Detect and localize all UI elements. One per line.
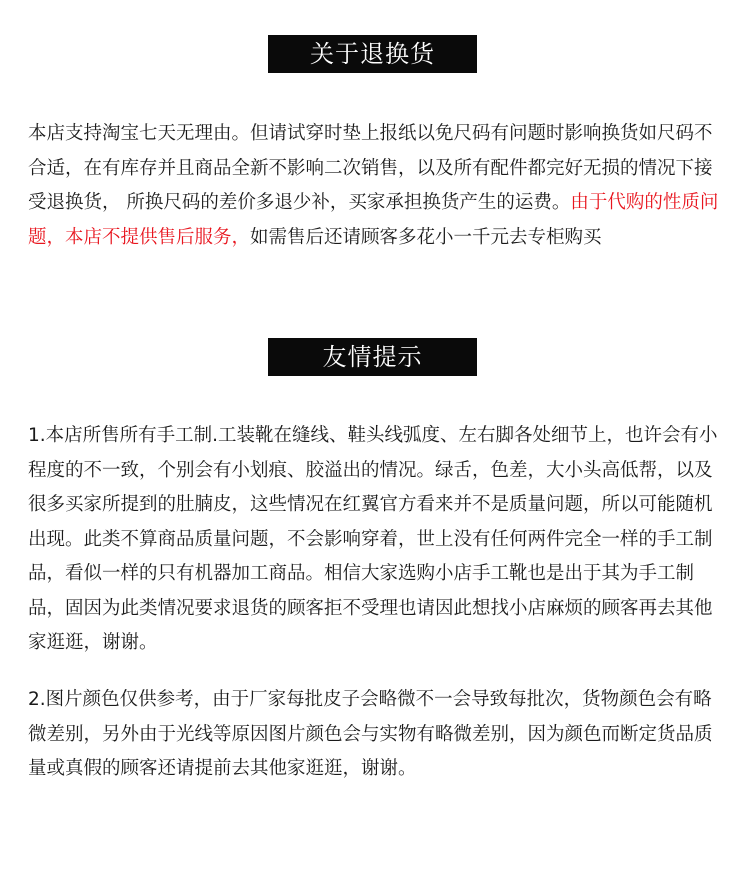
no-after-sales-notice: 由于代购的性质问题，本店不提供售后服务， xyxy=(28,192,719,248)
returns-policy-text-end: 如需售后还请顾客多花小一千元去专柜购买 xyxy=(250,226,602,248)
returns-policy-text: 本店支持淘宝七天无理由。但请试穿时垫上报纸以免尺码有问题时影响换货如尺码不合适，在有库存并且商品全新不影响二次销售，以及所有配件都完好无损的情况下接受退换货， 所换尺码的差价多退少补，买家承担换货产生的运费。 xyxy=(28,123,713,213)
returns-policy-paragraph xyxy=(28,117,720,255)
returns-section-title: 关于退换货 xyxy=(268,35,477,73)
tip-item-color: 2.图片颜色仅供参考，由于厂家每批皮子会略微不一会导致每批次，货物颜色会有略微差别，另外由于光线等原因图片颜色会与实物有略微差别，因为颜色而断定货品质量或真假的顾客还请提前去其他家逛逛，谢谢。 xyxy=(28,689,713,779)
tips-section-title: 友情提示 xyxy=(268,338,477,376)
tip-item-handmade: 1.本店所售所有手工制.工装靴在缝线、鞋头线弧度、左右脚各处细节上，也许会有小程度的不一致，个别会有小划痕、胶溢出的情况。绿舌，色差，大小头高低帮，以及很多买家所提到的肚腩皮，这些情况在红翼官方看来并不是质量问题，所以可能随机出现。此类不算商品质量问题，不会影响穿着，世上没有任何两件完全一样的手工制品，看似一样的只有机器加工商品。相信大家选购小店手工靴也是出于其为手工制品，固因为此类情况要求退货的顾客拒不受理也请因此想找小店麻烦的顾客再去其他家逛逛，谢谢。 xyxy=(28,425,718,653)
